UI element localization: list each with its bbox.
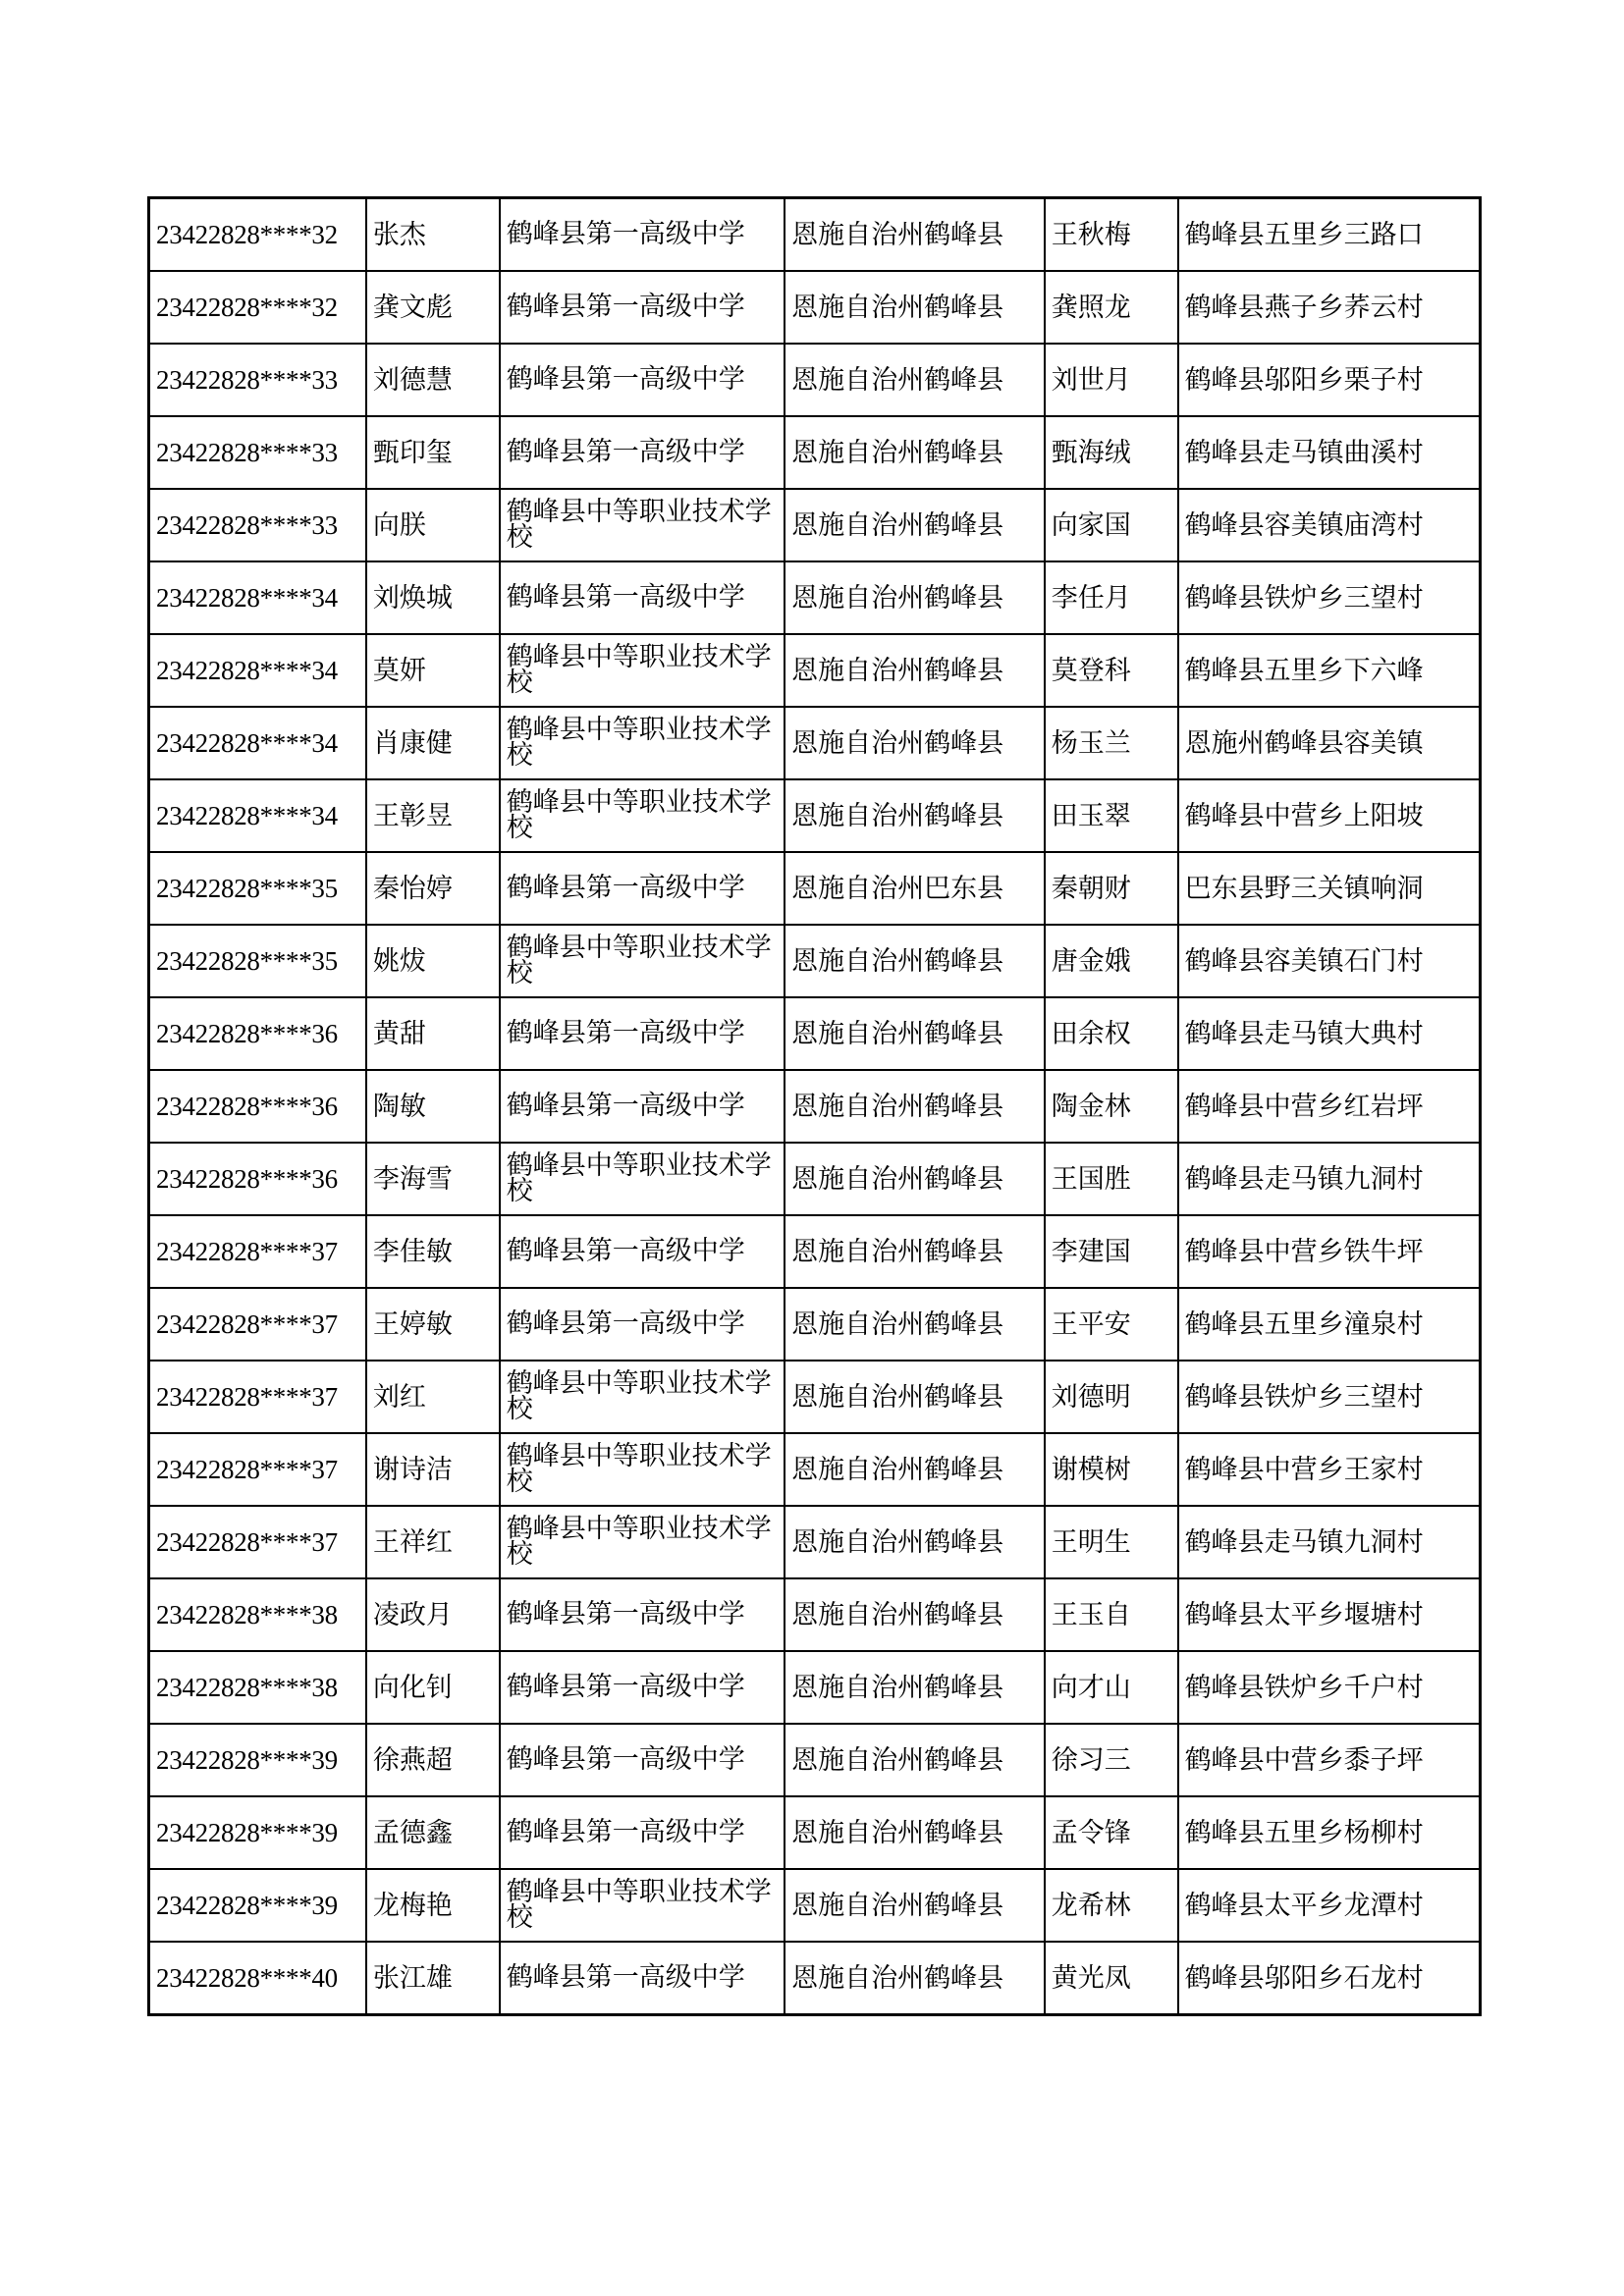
id-number-cell: 23422828****33 — [149, 344, 366, 416]
school-cell: 鹤峰县第一高级中学 — [500, 1288, 785, 1361]
id-number-cell: 23422828****34 — [149, 634, 366, 707]
table-row — [149, 1143, 1481, 1215]
id-number-cell: 23422828****37 — [149, 1506, 366, 1578]
school-cell: 鹤峰县第一高级中学 — [500, 1578, 785, 1651]
guardian-name-cell: 李建国 — [1045, 1215, 1178, 1288]
school-cell: 鹤峰县中等职业技术学校 — [500, 1143, 785, 1215]
region-cell: 恩施自治州鹤峰县 — [785, 1942, 1045, 2015]
id-number-cell: 23422828****34 — [149, 561, 366, 634]
table-row — [149, 561, 1481, 634]
address-cell: 鹤峰县容美镇石门村 — [1178, 925, 1481, 997]
address-cell: 鹤峰县中营乡铁牛坪 — [1178, 1215, 1481, 1288]
id-number-cell: 23422828****35 — [149, 852, 366, 925]
table-row — [149, 1651, 1481, 1724]
region-cell: 恩施自治州巴东县 — [785, 852, 1045, 925]
id-number-cell: 23422828****36 — [149, 1143, 366, 1215]
student-name-cell: 谢诗洁 — [366, 1433, 500, 1506]
address-cell: 鹤峰县燕子乡荞云村 — [1178, 271, 1481, 344]
region-cell: 恩施自治州鹤峰县 — [785, 1215, 1045, 1288]
school-cell: 鹤峰县第一高级中学 — [500, 1215, 785, 1288]
student-name-cell: 王祥红 — [366, 1506, 500, 1578]
address-cell: 鹤峰县邬阳乡石龙村 — [1178, 1942, 1481, 2015]
table-row — [149, 925, 1481, 997]
table-row — [149, 1796, 1481, 1869]
school-cell: 鹤峰县第一高级中学 — [500, 344, 785, 416]
table-row — [149, 1070, 1481, 1143]
school-cell: 鹤峰县中等职业技术学校 — [500, 1506, 785, 1578]
school-cell: 鹤峰县第一高级中学 — [500, 997, 785, 1070]
address-cell: 巴东县野三关镇响洞 — [1178, 852, 1481, 925]
student-name-cell: 李佳敏 — [366, 1215, 500, 1288]
id-number-cell: 23422828****38 — [149, 1578, 366, 1651]
student-name-cell: 向化钊 — [366, 1651, 500, 1724]
address-cell: 鹤峰县五里乡下六峰 — [1178, 634, 1481, 707]
id-number-cell: 23422828****33 — [149, 489, 366, 561]
region-cell: 恩施自治州鹤峰县 — [785, 1506, 1045, 1578]
guardian-name-cell: 李任月 — [1045, 561, 1178, 634]
guardian-name-cell: 陶金林 — [1045, 1070, 1178, 1143]
id-number-cell: 23422828****37 — [149, 1433, 366, 1506]
id-number-cell: 23422828****36 — [149, 997, 366, 1070]
address-cell: 鹤峰县容美镇庙湾村 — [1178, 489, 1481, 561]
student-name-cell: 秦怡婷 — [366, 852, 500, 925]
school-cell: 鹤峰县第一高级中学 — [500, 1651, 785, 1724]
guardian-name-cell: 甄海绒 — [1045, 416, 1178, 489]
region-cell: 恩施自治州鹤峰县 — [785, 198, 1045, 272]
student-name-cell: 刘红 — [366, 1361, 500, 1433]
id-number-cell: 23422828****37 — [149, 1361, 366, 1433]
region-cell: 恩施自治州鹤峰县 — [785, 1143, 1045, 1215]
school-cell: 鹤峰县第一高级中学 — [500, 561, 785, 634]
student-name-cell: 张杰 — [366, 198, 500, 272]
school-cell: 鹤峰县第一高级中学 — [500, 852, 785, 925]
address-cell: 鹤峰县铁炉乡三望村 — [1178, 1361, 1481, 1433]
student-name-cell: 龙梅艳 — [366, 1869, 500, 1942]
guardian-name-cell: 龙希林 — [1045, 1869, 1178, 1942]
student-name-cell: 刘德慧 — [366, 344, 500, 416]
id-number-cell: 23422828****32 — [149, 271, 366, 344]
address-cell: 恩施州鹤峰县容美镇 — [1178, 707, 1481, 779]
guardian-name-cell: 黄光凤 — [1045, 1942, 1178, 2015]
region-cell: 恩施自治州鹤峰县 — [785, 1578, 1045, 1651]
region-cell: 恩施自治州鹤峰县 — [785, 1724, 1045, 1796]
guardian-name-cell: 唐金娥 — [1045, 925, 1178, 997]
address-cell: 鹤峰县走马镇九洞村 — [1178, 1506, 1481, 1578]
table-row — [149, 779, 1481, 852]
region-cell: 恩施自治州鹤峰县 — [785, 1651, 1045, 1724]
student-name-cell: 王彰昱 — [366, 779, 500, 852]
student-name-cell: 莫妍 — [366, 634, 500, 707]
guardian-name-cell: 徐习三 — [1045, 1724, 1178, 1796]
guardian-name-cell: 田玉翠 — [1045, 779, 1178, 852]
student-name-cell: 凌政月 — [366, 1578, 500, 1651]
guardian-name-cell: 莫登科 — [1045, 634, 1178, 707]
school-cell: 鹤峰县中等职业技术学校 — [500, 1869, 785, 1942]
table-row — [149, 852, 1481, 925]
table-row — [149, 707, 1481, 779]
address-cell: 鹤峰县五里乡潼泉村 — [1178, 1288, 1481, 1361]
region-cell: 恩施自治州鹤峰县 — [785, 1361, 1045, 1433]
address-cell: 鹤峰县铁炉乡三望村 — [1178, 561, 1481, 634]
id-number-cell: 23422828****33 — [149, 416, 366, 489]
region-cell: 恩施自治州鹤峰县 — [785, 1288, 1045, 1361]
id-number-cell: 23422828****37 — [149, 1215, 366, 1288]
region-cell: 恩施自治州鹤峰县 — [785, 344, 1045, 416]
region-cell: 恩施自治州鹤峰县 — [785, 925, 1045, 997]
roster-body — [149, 198, 1481, 2015]
address-cell: 鹤峰县太平乡龙潭村 — [1178, 1869, 1481, 1942]
id-number-cell: 23422828****39 — [149, 1796, 366, 1869]
id-number-cell: 23422828****37 — [149, 1288, 366, 1361]
region-cell: 恩施自治州鹤峰县 — [785, 1070, 1045, 1143]
school-cell: 鹤峰县第一高级中学 — [500, 271, 785, 344]
guardian-name-cell: 王国胜 — [1045, 1143, 1178, 1215]
student-name-cell: 王婷敏 — [366, 1288, 500, 1361]
student-name-cell: 孟德鑫 — [366, 1796, 500, 1869]
guardian-name-cell: 杨玉兰 — [1045, 707, 1178, 779]
address-cell: 鹤峰县邬阳乡栗子村 — [1178, 344, 1481, 416]
id-number-cell: 23422828****32 — [149, 198, 366, 272]
region-cell: 恩施自治州鹤峰县 — [785, 1869, 1045, 1942]
id-number-cell: 23422828****39 — [149, 1869, 366, 1942]
guardian-name-cell: 王平安 — [1045, 1288, 1178, 1361]
id-number-cell: 23422828****34 — [149, 779, 366, 852]
table-row — [149, 1942, 1481, 2015]
region-cell: 恩施自治州鹤峰县 — [785, 997, 1045, 1070]
address-cell: 鹤峰县中营乡黍子坪 — [1178, 1724, 1481, 1796]
student-name-cell: 龚文彪 — [366, 271, 500, 344]
id-number-cell: 23422828****38 — [149, 1651, 366, 1724]
school-cell: 鹤峰县中等职业技术学校 — [500, 925, 785, 997]
region-cell: 恩施自治州鹤峰县 — [785, 634, 1045, 707]
guardian-name-cell: 刘世月 — [1045, 344, 1178, 416]
id-number-cell: 23422828****35 — [149, 925, 366, 997]
guardian-name-cell: 王玉自 — [1045, 1578, 1178, 1651]
region-cell: 恩施自治州鹤峰县 — [785, 271, 1045, 344]
address-cell: 鹤峰县中营乡王家村 — [1178, 1433, 1481, 1506]
guardian-name-cell: 谢模树 — [1045, 1433, 1178, 1506]
address-cell: 鹤峰县走马镇曲溪村 — [1178, 416, 1481, 489]
table-row — [149, 1433, 1481, 1506]
table-row — [149, 344, 1481, 416]
student-name-cell: 徐燕超 — [366, 1724, 500, 1796]
guardian-name-cell: 田余权 — [1045, 997, 1178, 1070]
table-row — [149, 198, 1481, 272]
student-name-cell: 张江雄 — [366, 1942, 500, 2015]
region-cell: 恩施自治州鹤峰县 — [785, 1796, 1045, 1869]
guardian-name-cell: 王明生 — [1045, 1506, 1178, 1578]
id-number-cell: 23422828****40 — [149, 1942, 366, 2015]
region-cell: 恩施自治州鹤峰县 — [785, 416, 1045, 489]
region-cell: 恩施自治州鹤峰县 — [785, 561, 1045, 634]
school-cell: 鹤峰县第一高级中学 — [500, 1070, 785, 1143]
region-cell: 恩施自治州鹤峰县 — [785, 707, 1045, 779]
student-roster-table — [147, 196, 1482, 2016]
table-row — [149, 1215, 1481, 1288]
address-cell: 鹤峰县走马镇九洞村 — [1178, 1143, 1481, 1215]
school-cell: 鹤峰县中等职业技术学校 — [500, 779, 785, 852]
student-name-cell: 肖康健 — [366, 707, 500, 779]
school-cell: 鹤峰县中等职业技术学校 — [500, 1361, 785, 1433]
id-number-cell: 23422828****34 — [149, 707, 366, 779]
school-cell: 鹤峰县第一高级中学 — [500, 1724, 785, 1796]
student-name-cell: 陶敏 — [366, 1070, 500, 1143]
address-cell: 鹤峰县铁炉乡千户村 — [1178, 1651, 1481, 1724]
guardian-name-cell: 向才山 — [1045, 1651, 1178, 1724]
guardian-name-cell: 秦朝财 — [1045, 852, 1178, 925]
address-cell: 鹤峰县五里乡杨柳村 — [1178, 1796, 1481, 1869]
address-cell: 鹤峰县走马镇大典村 — [1178, 997, 1481, 1070]
school-cell: 鹤峰县第一高级中学 — [500, 198, 785, 272]
school-cell: 鹤峰县第一高级中学 — [500, 1942, 785, 2015]
table-row — [149, 1578, 1481, 1651]
table-row — [149, 997, 1481, 1070]
region-cell: 恩施自治州鹤峰县 — [785, 779, 1045, 852]
table-row — [149, 1506, 1481, 1578]
table-row — [149, 416, 1481, 489]
guardian-name-cell: 孟令锋 — [1045, 1796, 1178, 1869]
guardian-name-cell: 龚照龙 — [1045, 271, 1178, 344]
table-row — [149, 1288, 1481, 1361]
table-row — [149, 634, 1481, 707]
region-cell: 恩施自治州鹤峰县 — [785, 489, 1045, 561]
table-row — [149, 489, 1481, 561]
student-name-cell: 黄甜 — [366, 997, 500, 1070]
student-name-cell: 向朕 — [366, 489, 500, 561]
school-cell: 鹤峰县中等职业技术学校 — [500, 707, 785, 779]
school-cell: 鹤峰县中等职业技术学校 — [500, 489, 785, 561]
table-row — [149, 1724, 1481, 1796]
address-cell: 鹤峰县中营乡上阳坡 — [1178, 779, 1481, 852]
school-cell: 鹤峰县第一高级中学 — [500, 416, 785, 489]
address-cell: 鹤峰县太平乡堰塘村 — [1178, 1578, 1481, 1651]
id-number-cell: 23422828****39 — [149, 1724, 366, 1796]
guardian-name-cell: 王秋梅 — [1045, 198, 1178, 272]
student-name-cell: 甄印玺 — [366, 416, 500, 489]
table-row — [149, 271, 1481, 344]
address-cell: 鹤峰县中营乡红岩坪 — [1178, 1070, 1481, 1143]
guardian-name-cell: 刘德明 — [1045, 1361, 1178, 1433]
student-name-cell: 李海雪 — [366, 1143, 500, 1215]
table-row — [149, 1869, 1481, 1942]
school-cell: 鹤峰县第一高级中学 — [500, 1796, 785, 1869]
region-cell: 恩施自治州鹤峰县 — [785, 1433, 1045, 1506]
guardian-name-cell: 向家国 — [1045, 489, 1178, 561]
student-name-cell: 刘焕城 — [366, 561, 500, 634]
school-cell: 鹤峰县中等职业技术学校 — [500, 1433, 785, 1506]
id-number-cell: 23422828****36 — [149, 1070, 366, 1143]
school-cell: 鹤峰县中等职业技术学校 — [500, 634, 785, 707]
table-row — [149, 1361, 1481, 1433]
address-cell: 鹤峰县五里乡三路口 — [1178, 198, 1481, 272]
student-name-cell: 姚炦 — [366, 925, 500, 997]
